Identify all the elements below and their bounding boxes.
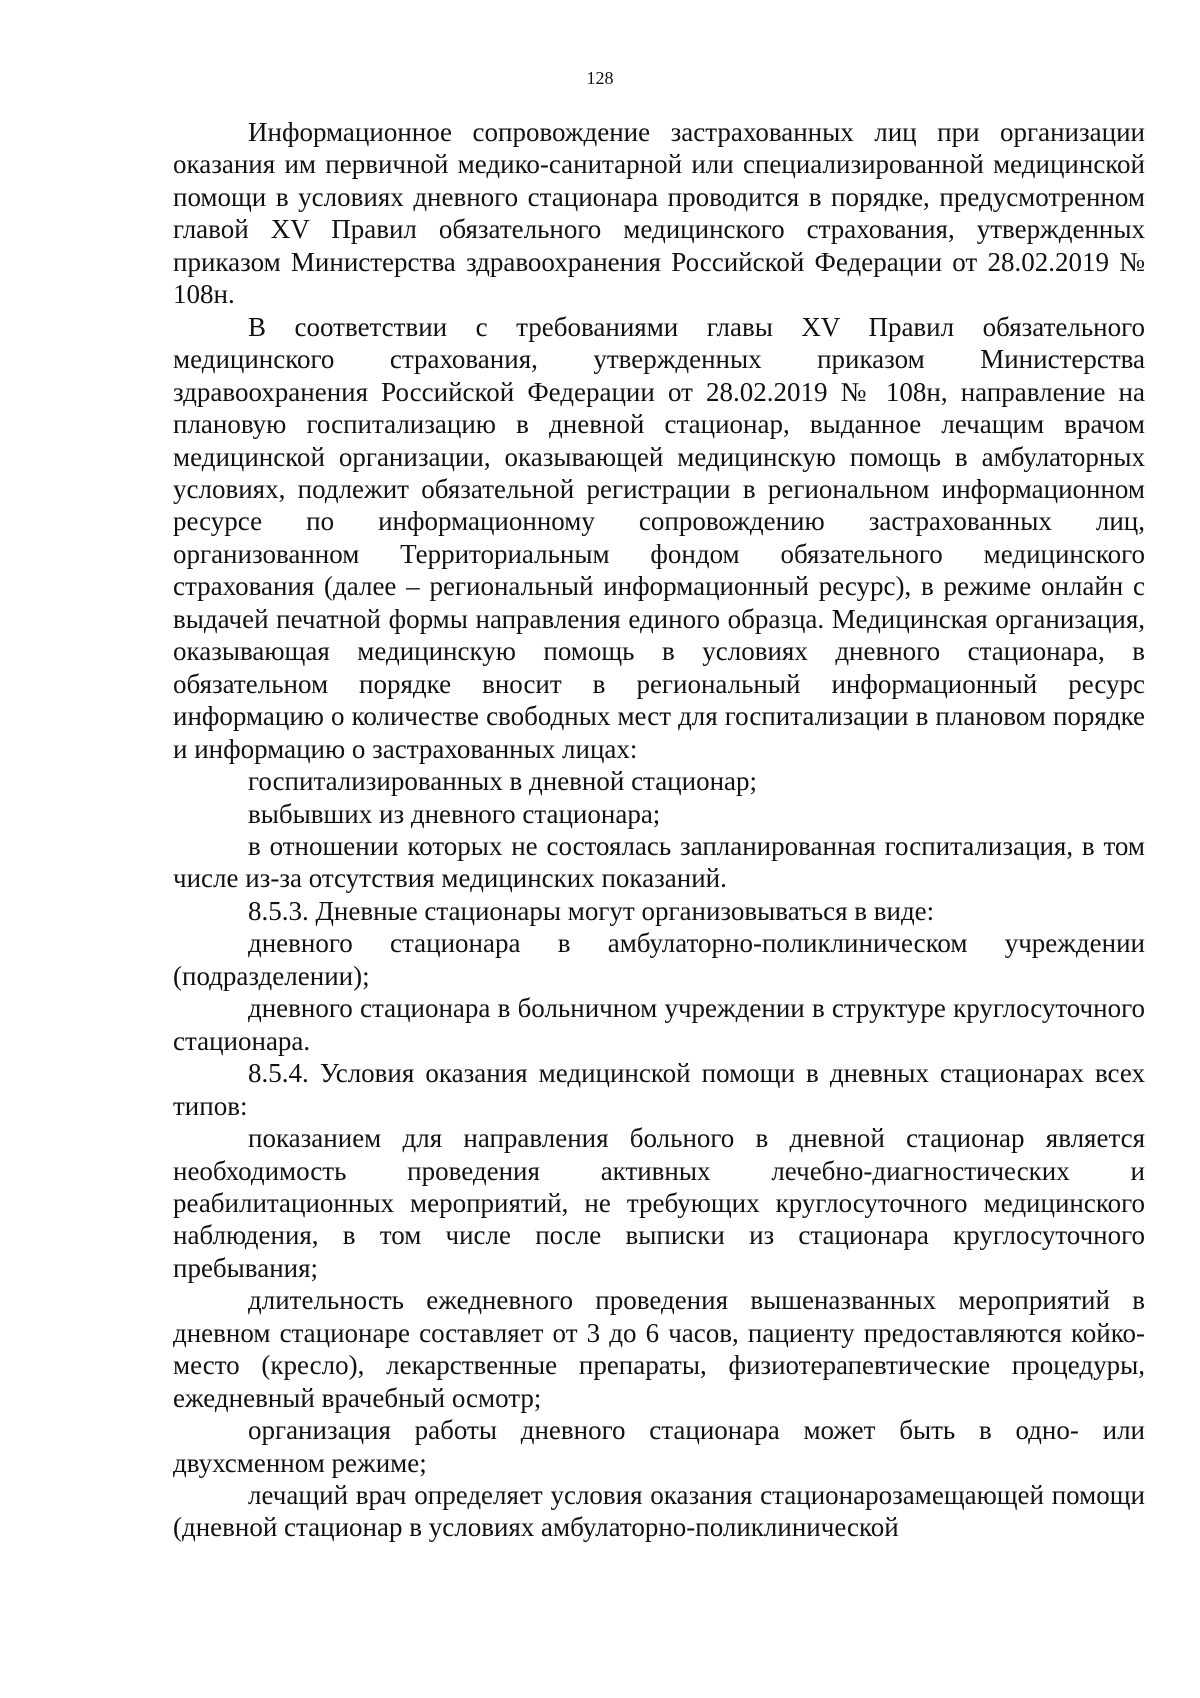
paragraph-duration: длительность ежедневного проведения вышеназванных мероприятий в дневном стационаре составляет от 3 до 6 часов, пациенту предоставляются койко-место (кресло), лекарственные препараты, физиотерапевтические процедуры, ежедневный врачебный осмотр; [173, 1285, 1145, 1413]
section-8-5-3-heading: 8.5.3. Дневные стационары могут организовываться в виде: [248, 895, 935, 926]
paragraph-info-support: Информационное сопровождение застрахованных лиц при организации оказания им первичной медико-санитарной или специализированной медицинской помощи в условиях дневного стационара проводится в порядке, предусмотренном главой XV Правил обязательного медицинского страхования, утвержденных приказом Министерства здравоохранения Российской Федерации от 28.02.2019 № 108н. [173, 117, 1145, 310]
paragraph-attending-physician: лечащий врач определяет условия оказания стационарозамещающей помощи (дневной стационар в условиях амбулаторно-поликлинической [173, 1480, 1145, 1543]
paragraph-shift-mode: организация работы дневного стационара может быть в одно- или двухсменном режиме; [173, 1415, 1145, 1478]
page-number: 128 [586, 68, 614, 88]
section-8-5-4-heading: 8.5.4. Условия оказания медицинской помощи в дневных стационарах всех типов: [173, 1058, 1145, 1121]
list-item-outpatient-day-hospital: дневного стационара в амбулаторно-поликлиническом учреждении (подразделении); [173, 928, 1145, 991]
paragraph-indication: показанием для направления больного в дневной стационар является необходимость проведения активных лечебно-диагностических и реабилитационных мероприятий, не требующих круглосуточного медицинского наблюдения, в том числе после выписки из стационара круглосуточного пребывания; [173, 1123, 1145, 1283]
paragraph-referral-registration: В соответствии с требованиями главы XV Правил обязательного медицинского страхования, утвержденных приказом Министерства здравоохранения Российской Федерации от 28.02.2019 № 108н, направление на плановую госпитализацию в дневной стационар, выданное лечащим врачом медицинской организации, оказывающей медицинскую помощь в амбулаторных условиях, подлежит обязательной регистрации в региональном информационном ресурсе по информационному сопровождению застрахованных лиц, организованном Территориальным фондом обязательного медицинского страхования (далее – региональный информационный ресурс), в режиме онлайн с выдачей печатной формы направления единого образца. Медицинская организация, оказывающая медицинскую помощь в условиях дневного стационара, в обязательном порядке вносит в региональный информационный ресурс информацию о количестве свободных мест для госпитализации в плановом порядке и информацию о застрахованных лицах: [173, 311, 1145, 764]
list-item-hospital-day-hospital: дневного стационара в больничном учреждении в структуре круглосуточного стационара. [173, 993, 1145, 1056]
list-item-hospitalized: госпитализированных в дневной стационар; [248, 766, 758, 797]
list-item-discharged: выбывших из дневного стационара; [248, 798, 661, 829]
list-item-not-hospitalized: в отношении которых не состоялась запланированная госпитализация, в том числе из-за отсутствия медицинских показаний. [173, 830, 1145, 894]
document-body [173, 116, 1145, 1544]
